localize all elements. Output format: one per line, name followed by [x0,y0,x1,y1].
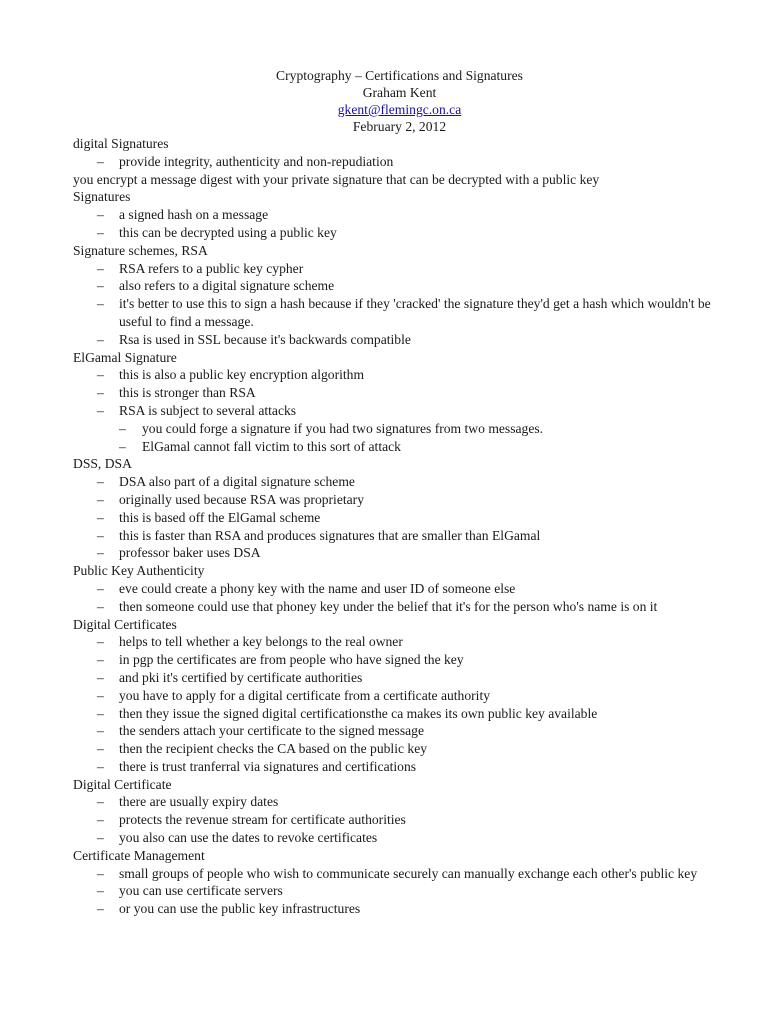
bullet-item [73,366,728,384]
bullet-item [73,260,728,278]
bullet-item [73,206,728,224]
bullet-item [73,633,728,651]
dash-bullet-marker: – [97,260,104,276]
bullet-item [73,509,728,527]
sub-bullet-item [73,420,728,438]
bullet-text: also refers to a digital signature scheme [119,278,335,294]
dash-bullet-marker: – [97,207,104,223]
section-heading: Signature schemes, RSA [73,242,208,258]
bullet-item [73,669,728,687]
section-heading: Digital Certificate [73,776,172,792]
section-heading: Public Key Authenticity [73,563,205,579]
section-heading: digital Signatures [73,136,169,151]
dash-bullet-marker: – [119,420,126,436]
bullet-text: then they issue the signed digital certificationsthe ca makes its own public key available [119,705,598,721]
sub-bullet-text: you could forge a signature if you had two signatures from two messages. [142,420,544,436]
bullet-text: this can be decrypted using a public key [119,224,337,240]
bullet-text: then someone could use that phoney key under the belief that it's for the person who's name is on it [119,598,658,614]
bullet-text: Rsa is used in SSL because it's backwards compatible [119,331,411,347]
bullet-item [73,544,728,562]
bullet-item [73,722,728,740]
dash-bullet-marker: – [97,491,104,507]
bullet-item [73,900,728,918]
bullet-text: provide integrity, authenticity and non-repudiation [119,153,394,169]
bullet-text: RSA refers to a public key cypher [119,260,304,276]
bullet-text: this is stronger than RSA [119,385,256,401]
bullet-text: you have to apply for a digital certificate from a certificate authority [119,687,491,703]
dash-bullet-marker: – [97,598,104,614]
bullet-text: this is also a public key encryption algorithm [119,367,365,383]
bullet-item [73,829,728,847]
dash-bullet-marker: – [97,545,104,561]
bullet-text: then the recipient checks the CA based on the public key [119,741,428,757]
section-heading: DSS, DSA [73,456,132,472]
section-heading: Digital Certificates [73,616,177,632]
dash-bullet-marker: – [97,509,104,525]
dash-bullet-marker: – [97,402,104,418]
bullet-text: it's better to use this to sign a hash because if they 'cracked' the signature they'd get a hash which wouldn't be useful to find a message. [119,296,711,329]
section-heading: you encrypt a message digest with your private signature that can be decrypted with a public key [73,171,600,187]
bullet-item [73,793,728,811]
bullet-item [73,740,728,758]
section-heading: ElGamal Signature [73,349,177,365]
bullet-text: a signed hash on a message [119,207,269,223]
bullet-text: eve could create a phony key with the name and user ID of someone else [119,580,516,596]
dash-bullet-marker: – [97,705,104,721]
dash-bullet-marker: – [97,741,104,757]
bullet-item [73,384,728,402]
bullet-item [73,705,728,723]
dash-bullet-marker: – [97,812,104,828]
bullet-item [73,651,728,669]
bullet-item [73,598,728,616]
dash-bullet-marker: – [97,527,104,543]
bullet-text: you also can use the dates to revoke certificates [119,830,378,846]
bullet-text: originally used because RSA was proprietary [119,491,365,507]
section-heading: Signatures [73,189,131,205]
author-name: Graham Kent [362,85,437,100]
dash-bullet-marker: – [97,153,104,169]
document-title: Cryptography – Certifications and Signatures [276,68,523,83]
bullet-item [73,580,728,598]
bullet-text: RSA is subject to several attacks [119,402,297,418]
dash-bullet-marker: – [97,224,104,240]
bullet-item [73,687,728,705]
section-heading: Certificate Management [73,847,205,863]
dash-bullet-marker: – [97,794,104,810]
bullet-item [73,811,728,829]
bullet-item [73,153,728,171]
dash-bullet-marker: – [119,438,126,454]
bullet-text: there is trust tranferral via signatures and certifications [119,758,417,774]
bullet-text: the senders attach your certificate to the signed message [119,723,424,739]
dash-bullet-marker: – [97,652,104,668]
bullet-text: professor baker uses DSA [119,545,261,561]
bullet-text: this is faster than RSA and produces signatures that are smaller than ElGamal [119,527,541,543]
dash-bullet-marker: – [97,296,104,312]
bullet-text: this is based off the ElGamal scheme [119,509,321,525]
bullet-item [73,865,728,883]
bullet-text: or you can use the public key infrastructures [119,901,361,917]
author-email-link[interactable]: gkent@flemingc.on.ca [337,102,462,117]
bullet-text: in pgp the certificates are from people who have signed the key [119,652,464,668]
bullet-text: and pki it's certified by certificate authorities [119,669,363,685]
dash-bullet-marker: – [97,385,104,401]
bullet-text: DSA also part of a digital signature scheme [119,474,355,490]
dash-bullet-marker: – [97,687,104,703]
dash-bullet-marker: – [97,634,104,650]
dash-bullet-marker: – [97,865,104,881]
bullet-item [73,402,728,420]
dash-bullet-marker: – [97,883,104,899]
dash-bullet-marker: – [97,758,104,774]
dash-bullet-marker: – [97,367,104,383]
document-body [73,135,728,918]
bullet-item [73,882,728,900]
bullet-text: helps to tell whether a key belongs to the real owner [119,634,403,650]
sub-bullet-text: ElGamal cannot fall victim to this sort of attack [142,438,401,454]
bullet-item [73,473,728,491]
dash-bullet-marker: – [97,474,104,490]
bullet-item [73,758,728,776]
dash-bullet-marker: – [97,331,104,347]
dash-bullet-marker: – [97,901,104,917]
bullet-text: you can use certificate servers [119,883,283,899]
dash-bullet-marker: – [97,669,104,685]
bullet-item [73,277,728,295]
bullet-item [73,331,728,349]
bullet-text: there are usually expiry dates [119,794,279,810]
bullet-item [73,527,728,545]
bullet-text: protects the revenue stream for certificate authorities [119,812,406,828]
dash-bullet-marker: – [97,723,104,739]
bullet-item [73,491,728,509]
document-header [73,67,728,135]
document-date: February 2, 2012 [352,119,447,134]
sub-bullet-item [73,438,728,456]
bullet-item [73,295,728,331]
bullet-item [73,224,728,242]
dash-bullet-marker: – [97,830,104,846]
bullet-text: small groups of people who wish to communicate securely can manually exchange each other's public key [119,865,698,881]
dash-bullet-marker: – [97,278,104,294]
dash-bullet-marker: – [97,580,104,596]
